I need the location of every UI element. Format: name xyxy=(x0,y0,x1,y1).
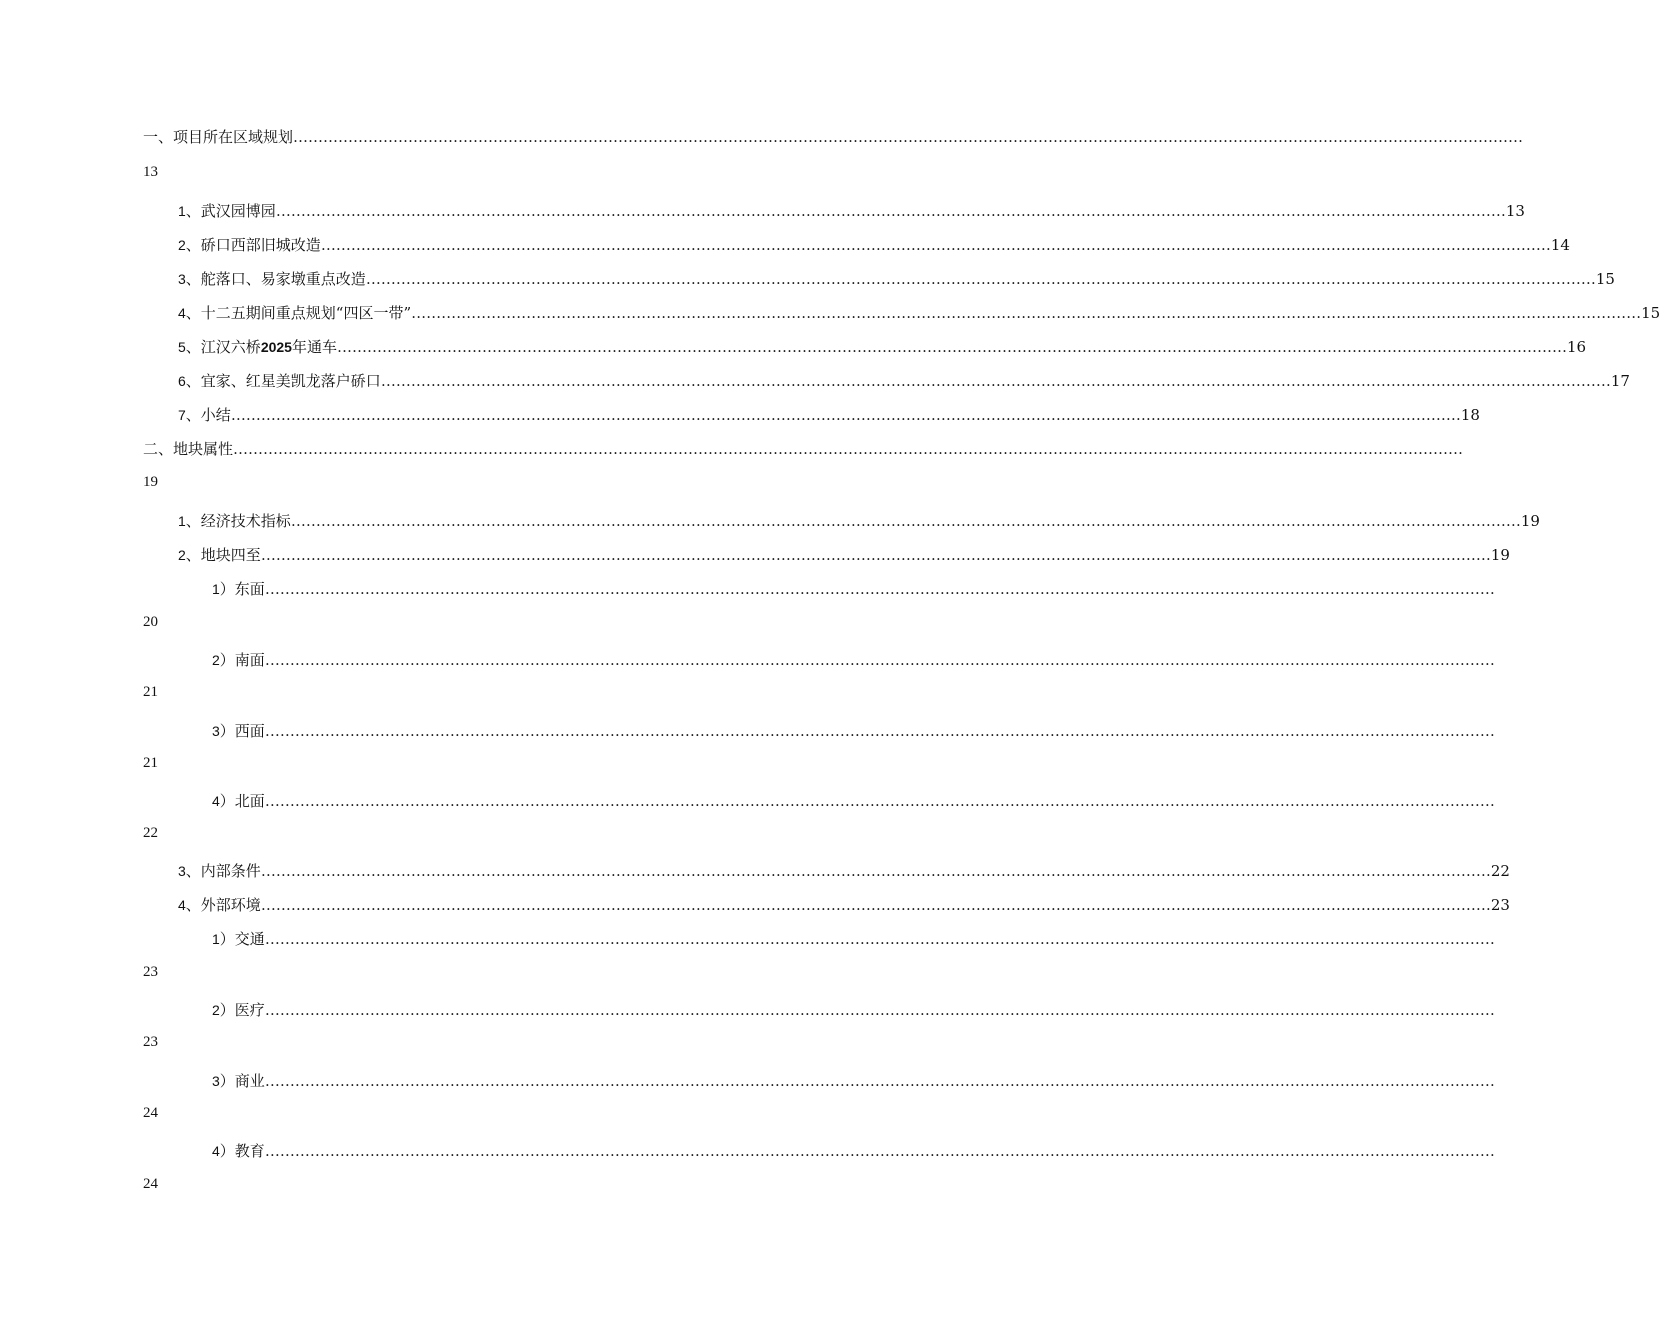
toc-entry-2-1[interactable] xyxy=(178,506,1540,530)
toc-entry-number: 4 xyxy=(178,305,186,321)
dot-leader: ………………………………………………………………………………………………………………………………………………………………………………………………………………………… xyxy=(264,580,1495,598)
toc-entry-number: 3 xyxy=(178,271,186,287)
toc-page-number: 24 xyxy=(143,1176,158,1192)
toc-entry-title: 、硚口西部旧城改造 xyxy=(185,236,321,254)
toc-entry-number: 2 xyxy=(212,1002,220,1018)
dot-leader: ………………………………………………………………………………………………………………………………………………………………………………………………………………………… xyxy=(233,440,1464,458)
toc-entry-number: 3 xyxy=(212,723,220,739)
toc-entry-number: 3 xyxy=(212,1073,220,1089)
dot-leader: ………………………………………………………………………………………………………………………………………………………………………………………………………………………… xyxy=(264,930,1495,948)
toc-entry-2-4-1[interactable] xyxy=(212,924,1495,948)
toc-entry-1-5[interactable] xyxy=(178,332,1587,356)
toc-entry-title: ）教育 xyxy=(219,1142,265,1160)
toc-entry-title: ）北面 xyxy=(219,792,265,810)
toc-entry-2-4[interactable] xyxy=(178,890,1510,914)
toc-entry-title: 、小结 xyxy=(185,406,231,424)
toc-page-number: 19 xyxy=(1490,546,1510,564)
toc-entry-number: 5 xyxy=(178,339,186,355)
toc-entry-2-2[interactable] xyxy=(178,540,1510,564)
toc-entry-1-1[interactable] xyxy=(178,196,1525,220)
toc-entry-2-2-2[interactable] xyxy=(212,645,1495,669)
toc-entry-number: 4 xyxy=(212,793,220,809)
toc-entry-1-4[interactable] xyxy=(178,298,1660,322)
toc-entry-title: ）医疗 xyxy=(219,1001,265,1019)
toc-entry-number: 4 xyxy=(178,897,186,913)
toc-entry-title: 、十二五期间重点规划“四区一带” xyxy=(185,304,412,322)
toc-entry-title: 、内部条件 xyxy=(185,862,261,880)
toc-entry-title: ）东面 xyxy=(219,580,265,598)
toc-entry-2-3[interactable] xyxy=(178,856,1510,880)
toc-entry-2-2-3[interactable] xyxy=(212,716,1495,740)
toc-entry-title: 、武汉园博园 xyxy=(185,202,276,220)
dot-leader: ………………………………………………………………………………………………………………………………………………………………………………………………………………………… xyxy=(264,1142,1495,1160)
dot-leader: ………………………………………………………………………………………………………………………………………………………………………………………………………………………… xyxy=(380,372,1611,390)
dot-leader: ………………………………………………………………………………………………………………………………………………………………………………………………………………………… xyxy=(275,202,1506,220)
dot-leader: ………………………………………………………………………………………………………………………………………………………………………………………………………………………… xyxy=(230,406,1461,424)
toc-entry-title: ）西面 xyxy=(219,722,265,740)
toc-page-number: 18 xyxy=(1460,406,1480,424)
toc-page-number: 13 xyxy=(143,164,158,180)
toc-page-number: 15 xyxy=(1595,270,1615,288)
toc-entry-number: 2 xyxy=(178,547,186,563)
toc-page-number: 23 xyxy=(1490,896,1510,914)
dot-leader: ………………………………………………………………………………………………………………………………………………………………………………………………………………………… xyxy=(365,270,1596,288)
toc-entry-title: 、地块四至 xyxy=(185,546,261,564)
toc-entry-number: 4 xyxy=(212,1143,220,1159)
toc-entry-2-4-2[interactable] xyxy=(212,995,1495,1019)
toc-entry-1-2[interactable] xyxy=(178,230,1570,254)
toc-entry-title: 、江汉六桥 xyxy=(185,338,261,356)
toc-page-number: 19 xyxy=(1520,512,1540,530)
dot-leader: ………………………………………………………………………………………………………………………………………………………………………………………………………………………… xyxy=(336,338,1567,356)
dot-leader: ………………………………………………………………………………………………………………………………………………………………………………………………………………………… xyxy=(411,304,1642,322)
toc-entry-number: 1 xyxy=(212,931,220,947)
toc-entry-title: ）商业 xyxy=(219,1072,265,1090)
dot-leader: ………………………………………………………………………………………………………………………………………………………………………………………………………………………… xyxy=(260,896,1491,914)
dot-leader: ………………………………………………………………………………………………………………………………………………………………………………………………………………………… xyxy=(264,1072,1495,1090)
dot-leader: ………………………………………………………………………………………………………………………………………………………………………………………………………………………… xyxy=(260,546,1491,564)
toc-entry-number: 7 xyxy=(178,407,186,423)
toc-entry-year: 2025 xyxy=(260,339,292,355)
toc-entry-title: ）交通 xyxy=(219,930,265,948)
toc-page-number: 13 xyxy=(1505,202,1525,220)
toc-entry-number: 2 xyxy=(178,237,186,253)
toc-page-number: 15 xyxy=(1641,304,1660,322)
dot-leader: ………………………………………………………………………………………………………………………………………………………………………………………………………………………… xyxy=(320,236,1551,254)
toc-page-number: 16 xyxy=(1566,338,1587,356)
toc-entry-2-2-1[interactable] xyxy=(212,574,1495,598)
toc-entry-1-6[interactable] xyxy=(178,366,1630,390)
toc-page-number: 22 xyxy=(1490,862,1510,880)
toc-entry-title: 二、地块属性 xyxy=(143,440,234,458)
toc-page-number: 22 xyxy=(143,825,158,841)
toc-entry-section-2[interactable] xyxy=(143,434,1464,458)
toc-entry-1-7[interactable] xyxy=(178,400,1480,424)
toc-entry-2-2-4[interactable] xyxy=(212,786,1495,810)
toc-entry-2-4-4[interactable] xyxy=(212,1136,1495,1160)
toc-entry-number: 2 xyxy=(212,652,220,668)
toc-entry-title: 、舵落口、易家墩重点改造 xyxy=(185,270,366,288)
toc-entry-title: 、宜家、红星美凯龙落户硚口 xyxy=(185,372,381,390)
toc-entry-section-1[interactable] xyxy=(143,122,1524,146)
toc-entry-title-suffix: 年通车 xyxy=(291,338,337,356)
dot-leader: ………………………………………………………………………………………………………………………………………………………………………………………………………………………… xyxy=(290,512,1521,530)
toc-entry-1-3[interactable] xyxy=(178,264,1615,288)
toc-entry-number: 3 xyxy=(178,863,186,879)
dot-leader: ………………………………………………………………………………………………………………………………………………………………………………………………………………………… xyxy=(260,862,1491,880)
toc-page-number: 24 xyxy=(143,1105,158,1121)
toc-entry-title: 、外部环境 xyxy=(185,896,261,914)
dot-leader: ………………………………………………………………………………………………………………………………………………………………………………………………………………………… xyxy=(264,651,1495,669)
dot-leader: ………………………………………………………………………………………………………………………………………………………………………………………………………………………… xyxy=(264,1001,1495,1019)
toc-page-number: 20 xyxy=(143,614,158,630)
toc-entry-number: 6 xyxy=(178,373,186,389)
toc-entry-number: 1 xyxy=(178,203,186,219)
dot-leader: ………………………………………………………………………………………………………………………………………………………………………………………………………………………… xyxy=(264,792,1495,810)
toc-entry-number: 1 xyxy=(212,581,220,597)
toc-page-number: 17 xyxy=(1610,372,1630,390)
dot-leader: ………………………………………………………………………………………………………………………………………………………………………………………………………………………… xyxy=(293,128,1524,146)
toc-entry-2-4-3[interactable] xyxy=(212,1066,1495,1090)
toc-page-number: 21 xyxy=(143,755,158,771)
toc-page-number: 23 xyxy=(143,964,158,980)
toc-entry-number: 1 xyxy=(178,513,186,529)
dot-leader: ………………………………………………………………………………………………………………………………………………………………………………………………………………………… xyxy=(264,722,1495,740)
toc-entry-title: 一、项目所在区域规划 xyxy=(143,128,294,146)
toc-entry-title: 、经济技术指标 xyxy=(185,512,291,530)
toc-page-number: 21 xyxy=(143,684,158,700)
toc-entry-title: ）南面 xyxy=(219,651,265,669)
toc-page-number: 23 xyxy=(143,1034,158,1050)
toc-page-number: 19 xyxy=(143,474,158,490)
toc-page-number: 14 xyxy=(1550,236,1570,254)
